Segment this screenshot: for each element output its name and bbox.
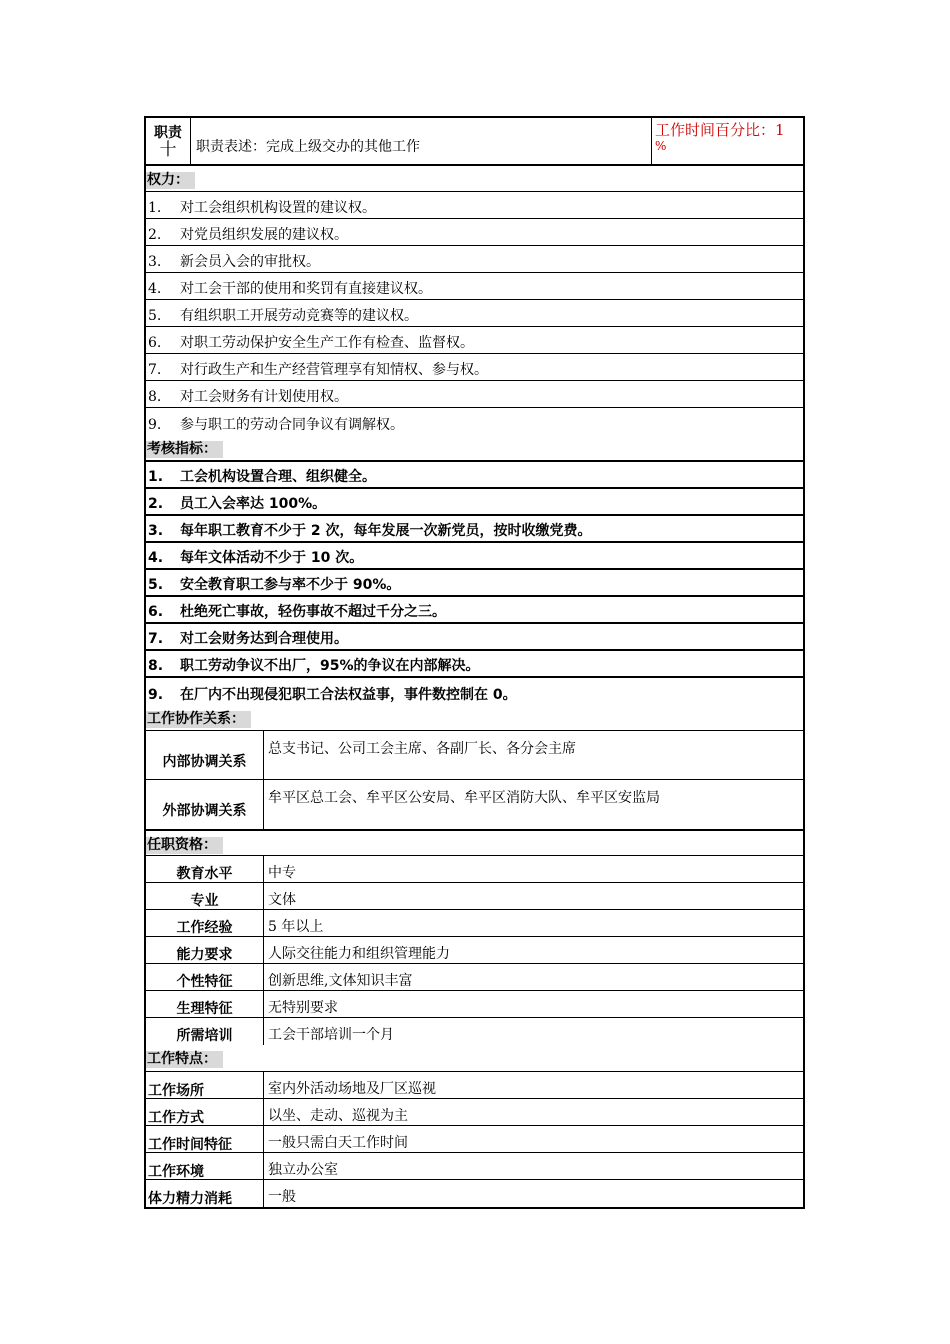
authority-header-row xyxy=(146,166,803,192)
kpi-item-text: 对工会财务达到合理使用。 xyxy=(180,631,348,647)
qualification-row xyxy=(146,910,803,937)
internal-relation-label: 内部协调关系 xyxy=(162,754,247,770)
kpi-item xyxy=(146,570,803,597)
qualification-value: 人际交往能力和组织管理能力 xyxy=(263,937,803,963)
feature-label: 工作环境 xyxy=(148,1164,204,1180)
authority-item-number: 9. xyxy=(148,417,162,433)
kpi-item-text: 在厂内不出现侵犯职工合法权益事，事件数控制在 0。 xyxy=(180,687,517,703)
authority-item-number: 1. xyxy=(148,200,162,216)
kpi-item xyxy=(146,462,803,489)
authority-item xyxy=(146,273,803,300)
qualification-label: 个性特征 xyxy=(176,974,233,990)
authority-item xyxy=(146,219,803,246)
time-percent-cell xyxy=(651,118,803,164)
authority-item xyxy=(146,408,803,435)
feature-label: 体力精力消耗 xyxy=(148,1191,232,1207)
kpi-item-text: 每年文体活动不少于 10 次。 xyxy=(180,550,364,566)
feature-value: 独立办公室 xyxy=(263,1153,803,1179)
kpi-item-text: 职工劳动争议不出厂，95%的争议在内部解决。 xyxy=(180,658,480,674)
qualification-row xyxy=(146,991,803,1018)
kpi-item-text: 每年职工教育不少于 2 次，每年发展一次新党员，按时收缴党费。 xyxy=(180,523,592,539)
kpi-header-row xyxy=(146,435,803,462)
kpi-item-text: 员工入会率达 100%。 xyxy=(180,496,327,512)
duty-number: 十 xyxy=(159,140,177,160)
qualification-row xyxy=(146,856,803,883)
kpi-item xyxy=(146,543,803,570)
feature-row xyxy=(146,1072,803,1099)
feature-row xyxy=(146,1099,803,1126)
features-list xyxy=(146,1072,803,1207)
kpi-item-number: 4. xyxy=(148,550,164,566)
kpi-item-number: 3. xyxy=(148,523,164,539)
internal-relation-value: 总支书记、公司工会主席、各副厂长、各分会主席 xyxy=(263,731,803,779)
qualification-row xyxy=(146,937,803,964)
authority-item-number: 4. xyxy=(148,281,162,297)
qualification-label: 所需培训 xyxy=(176,1028,233,1044)
feature-label: 工作场所 xyxy=(148,1083,204,1099)
internal-relation-row xyxy=(146,731,803,780)
duty-label: 职责 xyxy=(154,125,182,141)
authority-item xyxy=(146,327,803,354)
feature-label: 工作时间特征 xyxy=(148,1137,232,1153)
relations-title: 工作协作关系： xyxy=(146,711,251,728)
job-description-table xyxy=(144,116,805,1209)
kpi-item xyxy=(146,597,803,624)
qualification-label: 工作经验 xyxy=(176,920,233,936)
duty-label-cell xyxy=(146,118,190,164)
kpi-item-text: 工会机构设置合理、组织健全。 xyxy=(180,469,376,485)
qualification-label: 生理特征 xyxy=(176,1001,233,1017)
feature-value: 一般只需白天工作时间 xyxy=(263,1126,803,1152)
qualification-label: 能力要求 xyxy=(176,947,233,963)
time-percent-unit: % xyxy=(655,139,667,153)
authority-list xyxy=(146,192,803,435)
kpi-title: 考核指标： xyxy=(146,441,223,458)
qualification-value: 中专 xyxy=(263,856,803,882)
kpi-item-number: 2. xyxy=(148,496,164,512)
authority-item-number: 7. xyxy=(148,362,162,378)
kpi-item-number: 7. xyxy=(148,631,164,647)
qualification-value: 无特别要求 xyxy=(263,991,803,1017)
feature-row xyxy=(146,1180,803,1207)
qualification-value: 5 年以上 xyxy=(263,910,803,936)
kpi-item-text: 杜绝死亡事故，轻伤事故不超过千分之三。 xyxy=(180,604,446,620)
feature-value: 以坐、走动、巡视为主 xyxy=(263,1099,803,1125)
external-relation-value: 牟平区总工会、牟平区公安局、牟平区消防大队、牟平区安监局 xyxy=(263,780,803,829)
authority-item-number: 3. xyxy=(148,254,162,270)
authority-item-text: 新会员入会的审批权。 xyxy=(180,254,320,270)
authority-item-number: 8. xyxy=(148,389,162,405)
external-relation-row xyxy=(146,780,803,831)
kpi-item xyxy=(146,516,803,543)
authority-item-text: 对职工劳动保护安全生产工作有检查、监督权。 xyxy=(180,335,474,351)
feature-value: 一般 xyxy=(263,1180,803,1207)
authority-title: 权力： xyxy=(146,172,195,189)
feature-row xyxy=(146,1153,803,1180)
qualification-row xyxy=(146,883,803,910)
kpi-item xyxy=(146,489,803,516)
qualification-value: 文体 xyxy=(263,883,803,909)
authority-item-text: 对工会干部的使用和奖罚有直接建议权。 xyxy=(180,281,432,297)
qualification-value: 工会干部培训一个月 xyxy=(263,1018,803,1045)
time-percent-label: 工作时间百分比：1 xyxy=(655,121,785,139)
authority-item xyxy=(146,300,803,327)
authority-item-text: 对工会组织机构设置的建议权。 xyxy=(180,200,376,216)
authority-item-number: 5. xyxy=(148,308,162,324)
kpi-list xyxy=(146,462,803,705)
authority-item-text: 有组织职工开展劳动竞赛等的建议权。 xyxy=(180,308,418,324)
kpi-item-text: 安全教育职工参与率不少于 90%。 xyxy=(180,577,401,593)
authority-item-number: 6. xyxy=(148,335,162,351)
authority-item-text: 对党员组织发展的建议权。 xyxy=(180,227,348,243)
duty-description: 职责表述：完成上级交办的其他工作 xyxy=(190,118,651,164)
authority-item-number: 2. xyxy=(148,227,162,243)
kpi-item-number: 5. xyxy=(148,577,164,593)
qualifications-list xyxy=(146,856,803,1045)
authority-item-text: 参与职工的劳动合同争议有调解权。 xyxy=(180,417,404,433)
authority-item xyxy=(146,246,803,273)
authority-item-text: 对行政生产和生产经营管理享有知情权、参与权。 xyxy=(180,362,488,378)
feature-label: 工作方式 xyxy=(148,1110,204,1126)
qualifications-header-row xyxy=(146,831,803,856)
authority-item xyxy=(146,192,803,219)
authority-item xyxy=(146,354,803,381)
features-title: 工作特点： xyxy=(146,1051,223,1068)
relations-header-row xyxy=(146,705,803,731)
kpi-item-number: 1. xyxy=(148,469,164,485)
duty-row xyxy=(146,118,803,166)
kpi-item-number: 6. xyxy=(148,604,164,620)
qualification-value: 创新思维,文体知识丰富 xyxy=(263,964,803,990)
authority-item xyxy=(146,381,803,408)
qualifications-title: 任职资格： xyxy=(146,837,223,854)
qualification-label: 教育水平 xyxy=(176,866,233,882)
features-header-row xyxy=(146,1045,803,1072)
kpi-item xyxy=(146,651,803,678)
qualification-row xyxy=(146,964,803,991)
kpi-item xyxy=(146,624,803,651)
kpi-item xyxy=(146,678,803,705)
feature-value: 室内外活动场地及厂区巡视 xyxy=(263,1072,803,1098)
external-relation-label: 外部协调关系 xyxy=(162,803,247,819)
qualification-label: 专业 xyxy=(190,893,219,909)
kpi-item-number: 9. xyxy=(148,687,164,703)
qualification-row xyxy=(146,1018,803,1045)
authority-item-text: 对工会财务有计划使用权。 xyxy=(180,389,348,405)
kpi-item-number: 8. xyxy=(148,658,164,674)
feature-row xyxy=(146,1126,803,1153)
